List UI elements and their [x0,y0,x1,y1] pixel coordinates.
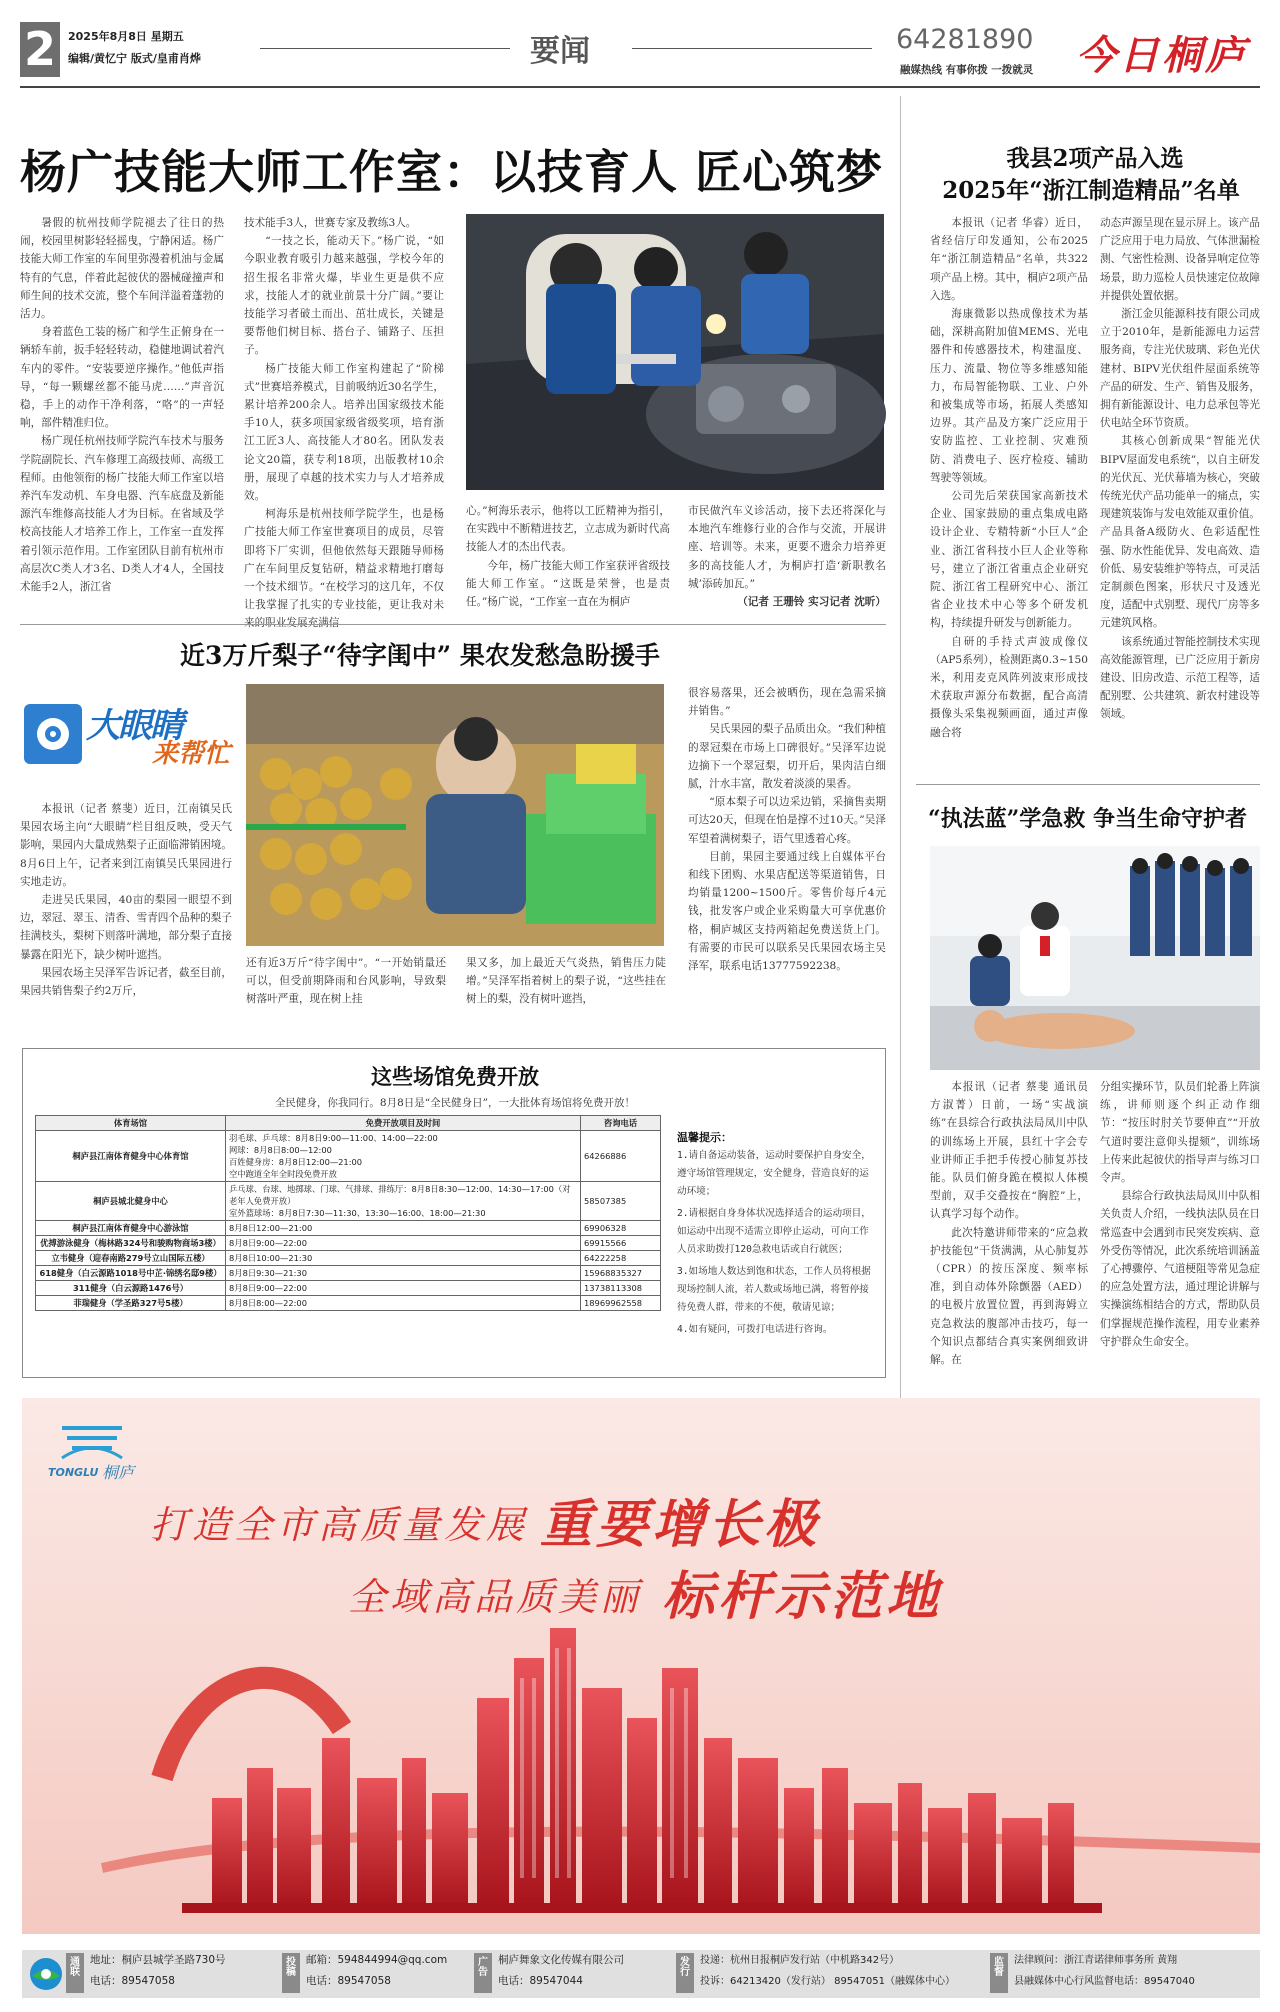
masthead [20,22,1260,84]
venue-phone: 64266886 [581,1131,661,1182]
footer-line: 县融媒体中心行风监督电话：89547040 [1014,1976,1195,1987]
venue-times: 8月8日10:00—21:30 [226,1251,581,1266]
footer-line: 桐庐舞象文化传媒有限公司 [498,1954,624,1966]
byline: 本报讯（记者 华睿）近日，省经信厅印发通知，公布2025年“浙江制造精品”名单，共322项产品上榜。其中，桐庐2项产品入选。 [930,217,1088,302]
venues-intro: 全民健身，你我同行。8月8日是“全民健身日”，一大批体育场馆将免费开放！ [274,1097,636,1109]
ad-logo-text: TONGLU [48,1466,99,1479]
footer [22,1950,1260,1998]
table-row [36,1131,661,1182]
paragraph: 目前，果园主要通过线上自媒体平台和线下团购、水果店配送等渠道销售，日均销量1200~1500斤。零售价每斤4元钱，批发客户或企业采购量大可享优惠价格，桐庐城区支持两箱起免费送货上门。有需要的市民可以联系吴氏果园农场主吴泽军，联系电话13777592238。 [688,850,886,973]
hotline-slogan: 融媒热线 有事你拨 一拨就灵 [900,64,1034,76]
paragraph: 公司先后荣获国家高新技术企业、国家鼓励的重点集成电路设计企业、专精特新“小巨人”企业、浙江省科技小巨人企业等称号，建立了浙江省重点企业研究院、浙江省工程研究中心、浙江省企业技术中心等多个研发机构，持续提升研发与创新能力。 [930,490,1088,630]
car-repair-illustration [466,214,884,490]
paragraph: 该系统通过智能控制技术实现高效能源管理，已广泛应用于新房建设、旧房改造、示范工程等，适配别墅、公共建筑、新农村建设等领域。 [1100,635,1260,721]
byline: 本报讯（记者 蔡斐 通讯员 方淑菁）日前，一场“实战演练”在县综合行政执法局凤川中队的训练场上开展，县红十字会专业讲师正手把手传授心肺复苏技能。队员们俯身跪在模拟人体模型前，双手交叠按在“胸腔”上，认真学习每个动作。 [930,1081,1088,1221]
section-name: 要闻 [530,34,590,69]
paragraph: 吴氏果园的梨子品质出众。“我们种植的翠冠梨在市场上口碑很好。”吴泽军边说边摘下一个翠冠梨，切开后，果肉洁白细腻，汁水丰富，散发着淡淡的果香。 [688,723,886,791]
paragraph: 市民做汽车义诊活动，接下去还将深化与本地汽车维修行业的合作与交流，开展讲座、培训等。未来，更要不遗余力培养更多的高技能人才，为桐庐打造‘新职教名城’添砖加瓦。” [688,505,886,590]
rescue-col-1 [930,1078,1088,1378]
paragraph: 技术能手3人，世赛专家及教练3人。 [244,217,417,229]
column-header: 咨询电话 [581,1116,661,1131]
venue-name: 菲瑞健身（学圣路327号5楼） [36,1296,226,1311]
venues-box [22,1048,886,1378]
paper-logo: 今日桐庐 [1076,32,1248,79]
header-rule-right [632,48,872,49]
pear-photo [246,684,664,946]
right-divider [916,784,1260,785]
paragraph: 浙江金贝能源科技有限公司成立于2010年，是新能源电力运营服务商，专注光伏玻璃、彩色光伏建材、BIPV光伏组件屋面系统等产品的研发、生产、销售及服务，拥有新能源设计、电力总承包等光伏电站全环节资质。 [1100,308,1260,430]
venue-times [226,1182,581,1221]
venue-times [226,1131,581,1182]
venue-phone: 58507385 [581,1182,661,1221]
paragraph: 其核心创新成果“智能光伏BIPV屋面发电系统”，以自主研发的光伏瓦、光伏幕墙为核心，突破传统光伏产品功能单一的痛点，实现建筑装饰与发电效能双重价值。产品具备A级防火、色彩适配性强、防水性能优异、发电高效、造价低、易安装维护等特点，可灵活定制颜色图案，形状尺寸及透光度，适配中式别墅、现代厂房等多元建筑风格。 [1100,435,1260,630]
paragraph: “一技之长，能动天下。”杨广说，“如今职业教育吸引力越来越强，学校今年的招生报名非常火爆，毕业生更是供不应求，技能人才的就业前景十分广阔。”要让技能学习者破土而出、茁壮成长，关键是要帮他们树目标、搭台子、铺路子、压担子。 [244,235,444,357]
venue-phone: 18969962558 [581,1296,661,1311]
ad-line1-a: 打造全市高质量发展 [150,1503,529,1547]
venue-name: 311健身（白云源路1476号） [36,1281,226,1296]
venue-phone: 15968835327 [581,1266,661,1281]
paragraph: 杨广现任杭州技师学院汽车技术与服务学院副院长、汽车修理工高级技师、高级工程师。由他领衔的杨广技能大师工作室以培养汽车发动机、车身电器、汽车底盘及新能源汽车维修高技能人才为目标。在省域及学校高技能人才培养工作上，工作室一直发挥着引领示范作用。工作室团队目前有杭州市高层次C类人才3名、D类人才4人，全国技术能手2人，浙江省 [20,435,224,594]
paragraph: 此次特邀讲师带来的“应急救护技能包”干货满满，从心肺复苏（CPR）的按压深度、频率标准，到自动体外除颤器（AED）的电极片放置位置，再到海姆立克急救法的腹部冲击技巧，每一个知识点都结合真实案例细致讲解。在 [930,1226,1088,1367]
byline: （记者 王珊铃 实习记者 沈昕） [737,596,886,609]
column-header: 免费开放项目及时间 [226,1116,581,1131]
products-col-2 [1100,214,1260,774]
products-headline-1: 我县2项产品入选 [1006,145,1184,172]
header-rule-left [260,48,510,49]
paragraph: 今年，杨广技能大师工作室获评省级技能大师工作室。“这既是荣誉，也是责任。”杨广说，“工作室一直在为桐庐 [466,559,670,609]
footer-line: 投诉：64213420（发行站） 89547051（融媒体中心） [700,1976,955,1987]
tips-list [677,1147,873,1339]
footer-tag: 广告 [474,1953,492,1993]
pear-col-1 [20,800,232,1014]
pear-col-2 [246,954,446,1014]
venue-times: 8月8日12:00—21:00 [226,1221,581,1236]
cpr-training-illustration [930,846,1260,1070]
paragraph: 动态声源呈现在显示屏上。该产品广泛应用于电力局放、气体泄漏检测、气密性检测、设备异响定位等场景，助力巡检人员快速定位故障并提供处置依据。 [1100,217,1260,302]
footer-cell [306,1950,466,1996]
venue-name: 桐庐县江南体育健身中心体育馆 [36,1131,226,1182]
venue-name: 桐庐县城北健身中心 [36,1182,226,1221]
venue-phone: 69915566 [581,1236,661,1251]
time-item: 室外篮球场：8月8日7:30—11:30、13:30—16:00、18:00—21:30 [229,1208,486,1218]
ad-line1-b: 重要增长极 [540,1494,821,1555]
footer-line: 电话：89547058 [306,1975,391,1987]
pear-headline: 近3万斤梨子“待字闺中” 果农发愁急盼援手 [180,641,660,670]
lead-col-2 [244,214,444,630]
footer-line: 邮箱：594844994@qq.com [306,1954,448,1966]
ad-logo-cn: 桐庐 [102,1463,135,1482]
paragraph: 心。”柯海乐表示，他将以工匠精神为指引，在实践中不断精进技艺，立志成为新时代高技能人才的杰出代表。 [466,505,670,554]
ad-line2-a: 全域高品质美丽 [348,1575,643,1619]
time-item: 空中跑道全年全时段免费开放 [229,1169,337,1179]
byline: 本报讯（记者 蔡斐）近日，江南镇吴氏果园农场主向“大眼睛”栏目组反映，受天气影响，果园内大量成熟梨子正面临滞销困境。8月6日上午，记者来到江南镇吴氏果园进行实地走访。 [20,803,232,888]
lead-headline: 杨广技能大师工作室：以技育人 匠心筑梦 [20,145,884,199]
ad-line2-b: 标杆示范地 [662,1566,943,1627]
footer-line: 法律顾问：浙江青诺律师事务所 黄翔 [1014,1955,1178,1966]
hotline-number: 64281890 [896,24,1034,55]
footer-tag: 监督 [990,1953,1008,1993]
tip-item: 1.请自备运动装备，运动时要保护自身安全，遵守场馆管理规定，安全健身，营造良好的运动环境； [677,1150,871,1197]
pear-col-4 [688,684,886,1014]
table-header-row [36,1116,661,1131]
paragraph: 分组实操环节，队员们轮番上阵演练，讲师则逐个纠正动作细节：“按压时肘关节要伸直”“开放气道时要注意仰头提颏”，训练场上传来此起彼伏的指导声与练习口令声。 [1100,1081,1260,1185]
paragraph: 自研的手持式声波成像仪（AP5系列），检测距离0.3~150米，利用麦克风阵列波束形成技术获取声源分布数据，配合高清摄像头采集视频画面，通过声像融合将 [930,635,1088,739]
venue-times: 8月8日9:00—22:00 [226,1281,581,1296]
table-row [36,1281,661,1296]
footer-tag: 投稿 [282,1953,300,1993]
page-number: 2 [20,22,60,77]
column-badge [22,690,232,786]
media-logo-icon [28,1956,64,1992]
pear-packing-illustration [246,684,664,946]
tip-item: 2.请根据自身身体状况选择适合的运动项目，如运动中出现不适需立即停止运动，可向工作人员求助拨打120急救电话或自行就医； [677,1208,871,1255]
table-row [36,1251,661,1266]
table-row [36,1221,661,1236]
table-row [36,1296,661,1311]
rescue-headline: “执法蓝”学急救 争当生命守护者 [928,806,1247,832]
lead-col-3 [466,502,670,612]
badge-main: 大眼睛 [86,706,182,746]
lead-photo [466,214,884,490]
tip-item: 4.如有疑问，可拨打电话进行咨询。 [677,1324,833,1335]
table-row [36,1236,661,1251]
footer-cell [90,1950,280,1996]
column-divider [900,96,901,1398]
paragraph: 果园农场主吴泽军告诉记者，截至目前，果园共销售梨子约2万斤， [20,966,232,998]
tips-title: 温馨提示： [677,1131,732,1144]
footer-line: 电话：89547058 [90,1975,175,1987]
rescue-photo [930,846,1260,1070]
paragraph: 身着蓝色工装的杨广和学生正俯身在一辆轿车前，扳手轻轻转动，稳健地调试着汽车内的零件。“安装要逆序操作。”他低声指导，“每一颗螺丝都不能马虎……”声音沉稳，手上的动作干净利落，“咯”的一声轻响，部件精准归位。 [20,326,224,430]
paragraph: 果又多，加上最近天气炎热，销售压力陡增。”吴泽军指着树上的梨子说，“这些挂在树上的梨，没有树叶遮挡， [466,957,666,1006]
table-row [36,1266,661,1281]
lead-col-4 [688,502,886,612]
venue-phone: 64222258 [581,1251,661,1266]
footer-line: 电话：89547044 [498,1975,583,1987]
editor-line: 编辑/黄忆宁 版式/皇甫肖烨 [68,52,201,65]
paragraph: 很容易落果，还会被晒伤，现在急需采摘并销售。” [688,687,886,718]
venues-title: 这些场馆免费开放 [371,1065,539,1089]
masthead-rule [20,86,1260,88]
footer-tag: 发行 [676,1953,694,1993]
paragraph: 走进吴氏果园，40亩的梨园一眼望不到边，翠冠、翠玉、清香、雪青四个品种的梨子挂满枝头，梨树下则落叶满地，部分梨子直接暴露在阳光下，缺少树叶遮挡。 [20,894,232,961]
time-item: 羽毛球、乒乓球：8月8日9:00—11:00、14:00—22:00 [229,1133,438,1143]
products-headline-2: 2025年“浙江制造精品”名单 [942,177,1240,204]
venue-name: 618健身（白云源路1018号中芷·锦绣名邸9楼） [36,1266,226,1281]
footer-cell [498,1950,678,1996]
time-item: 乒乓球、台球、地掷球、门球、气排球、排练厅：8月8日8:30—12:00、14:30—17:00（对老年人免费开放） [229,1184,571,1206]
column-header: 体育场馆 [36,1116,226,1131]
products-col-1 [930,214,1088,774]
venue-phone: 13738113308 [581,1281,661,1296]
paragraph: “原本梨子可以边采边销，采摘售卖期可达20天，但现在怕是撑不过10天。”吴泽军望着满树梨子，语气里透着心疼。 [688,796,886,845]
table-row [36,1182,661,1221]
paragraph: 杨广技能大师工作室构建起了“阶梯式”世赛培养模式，目前吸纳近30名学生，累计培养200余人。培养出国家级技术能手10人，获多项国家级省级奖项，培育浙江工匠3人、高技能人才80名。团队发表论文20篇，获专利18项，出版教材10余册，展现了卓越的技术实力与人才培养成效。 [244,362,444,503]
paragraph: 县综合行政执法局凤川中队相关负责人介绍，一线执法队员在日常巡查中会遇到市民突发疾病、意外受伤等情况，此次系统培训涵盖了心搏骤停、气道梗阻等常见急症的应急处置方法，通过理论讲解与实操演练相结合的方式，帮助队员们掌握规范操作流程，用专业素养守护群众生命安全。 [1100,1190,1260,1348]
time-item: 百姓健身房：8月8日12:00—21:00 [229,1157,363,1167]
footer-line: 投递：杭州日报桐庐发行站（中机路342号） [700,1955,900,1966]
rescue-col-2 [1100,1078,1260,1378]
venue-name: 桐庐县江南体育健身中心游泳馆 [36,1221,226,1236]
pear-col-3 [466,954,666,1014]
venues-table [35,1115,661,1311]
badge-sub: 来帮忙 [152,739,231,769]
venue-times: 8月8日8:00—22:00 [226,1296,581,1311]
lead-col-1 [20,214,224,610]
time-item: 网球：8月8日8:00—12:00 [229,1145,332,1155]
footer-line: 地址：桐庐县城学圣路730号 [90,1954,226,1966]
skyline-illustration [22,1398,1260,1934]
paragraph: 还有近3万斤“待字闺中”。“一开始销量还可以，但受前期降雨和台风影响，导致梨树落叶严重，现在树上挂 [246,957,446,1006]
venue-times: 8月8日9:30—21:30 [226,1266,581,1281]
footer-tag: 通联 [66,1953,84,1993]
venue-phone: 69906328 [581,1221,661,1236]
paragraph: 暑假的杭州技师学院褪去了往日的热闹，校园里树影轻轻摇曳，宁静闲适。杨广技能大师工作室的车间里弥漫着机油与金属特有的气息，伴着此起彼伏的器械碰撞声和师生间的技术交流，整个车间洋溢着蓬勃的活力。 [20,217,224,321]
tip-item: 3.如场地人数达到饱和状态，工作人员将根据现场控制人流，若人数或场地已满，将暂停接待免费人群，带来的不便，敬请见谅； [677,1266,871,1313]
venue-name: 优搏游泳健身（梅林路324号和骏购物商场3楼） [36,1236,226,1251]
date-line: 2025年8月8日 星期五 [68,30,184,43]
ad-banner [22,1398,1260,1934]
footer-cell [700,1950,990,1996]
section-divider [20,624,886,625]
venue-name: 立韦健身（迎春南路279号立山国际五楼） [36,1251,226,1266]
footer-cell [1014,1950,1258,1996]
paragraph: 海康微影以热成像技术为基础，深耕高附加值MEMS、光电器件和传感器技术，构建温度、压力、流量、物位等多维感知能力，布局智能物联、工业、户外和被集成等市场，拓展人类感知边界。其产品及方案广泛应用于安防监控、工业控制、灾难预防、消费电子、医疗检疫、辅助驾驶等领域。 [930,308,1088,484]
paragraph: 柯海乐是杭州技师学院学生，也是杨广技能大师工作室世赛项目的成员，尽管即将下厂实训，但他依然每天跟随导师杨广在车间里反复钻研，精益求精地打磨每一个技术细节。“在校学习的这几年，不仅让我掌握了扎实的专业技能，更让我对未来的职业发展充满信 [244,508,444,630]
venue-times: 8月8日9:00—22:00 [226,1236,581,1251]
